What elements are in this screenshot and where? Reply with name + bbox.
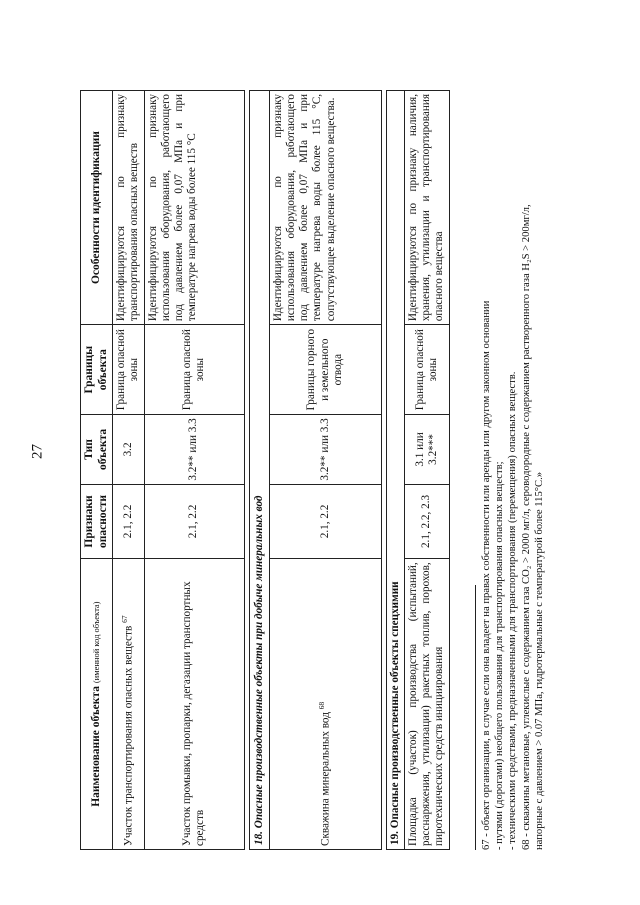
row-signs: 2.1, 2.2	[144, 484, 244, 559]
row-name	[113, 559, 144, 850]
header-type: Тип объекта	[81, 415, 113, 484]
header-signs: Признаки опасности	[81, 484, 113, 559]
footnote-67-item-2: - техническими средствами, предназначенными для транспортирования (перемещения) опасных веществ.	[507, 371, 519, 850]
table-row	[144, 91, 244, 850]
section-title-18: 18. Опасные производственные объекты при добыче минеральных вод	[249, 91, 269, 850]
header-name-label: Наименование объекта	[89, 686, 102, 807]
row-bounds: Граница опасной зоны	[405, 325, 450, 415]
row-signs: 2.1, 2.2, 2.3	[405, 484, 450, 559]
row-bounds: Границы горного и земельного отвода	[269, 325, 381, 415]
row-bounds: Граница опасной зоны	[113, 325, 144, 415]
page-number: 27	[29, 444, 46, 459]
table-header-row	[81, 91, 113, 850]
row-features: Идентифицируются по признаку транспортирования опасных веществ	[113, 91, 144, 325]
row-name: Площадка (участок) производства (испытаний, расснаряжения, утилизации) ракетных топлив, порохов, пиротехнических средств инициирования	[405, 559, 450, 850]
footnote-separator	[475, 585, 476, 850]
row-bounds: Граница опасной зоны	[144, 325, 244, 415]
section-row	[386, 91, 404, 850]
row-signs: 2.1, 2.2	[113, 484, 144, 559]
footnote-68: 68 - скважины метановые, углекислые с содержанием газа CO₂ > 2000 мг/л, сероводородные с содержанием растворенного газа H₂S > 200мг/л,	[520, 204, 532, 850]
rotated-page-content	[80, 50, 585, 850]
table-row	[113, 91, 144, 850]
row-type: 3.1 или 3.2***	[405, 415, 450, 484]
row-type: 3.2** или 3.3	[144, 415, 244, 484]
row-signs: 2.1, 2.2	[269, 484, 381, 559]
row-name: Участок промывки, пропарки, дегазации транспортных средств	[144, 559, 244, 850]
row-features: Идентифицируются по признаку использования оборудования, работающего под давлением более 0,07 МПа и при температуре нагрева воды более 115 °С, сопутствующее выделение опасного вещества.	[269, 91, 381, 325]
section-row	[249, 91, 269, 850]
table-row	[269, 91, 381, 850]
header-name	[81, 559, 113, 850]
footnote-68-cont: напорные с давлением > 0.07 МПа, гидротермальные с температурой более 115°С.»	[533, 471, 545, 850]
header-name-note: (именной код объекта)	[90, 601, 101, 684]
footnote-67: 67 - объект организации, в случае если она владеет на правах собственности или аренды или другом законном основании	[481, 300, 492, 850]
row-type: 3.2** или 3.3	[269, 415, 381, 484]
row-features: Идентифицируются по признаку наличия, хранения, утилизации и транспортирования опасного вещества	[405, 91, 450, 325]
row-name-text: Скважина минеральных вод	[319, 712, 332, 846]
section-title-19: 19. Опасные производственные объекты спецхимии	[386, 91, 404, 850]
identification-table	[80, 90, 450, 850]
header-bounds: Границы объекта	[81, 325, 113, 415]
header-features: Особенности идентификации	[81, 91, 113, 325]
table-row	[405, 91, 450, 850]
row-name	[269, 559, 381, 850]
row-name-text: Участок транспортирования опасных веществ	[122, 625, 135, 846]
footnote-ref: 68	[316, 701, 326, 710]
footnote-67-item-1: - путями (дорогами) необщего пользования для транспортирования опасных веществ;	[494, 461, 506, 850]
row-type: 3.2	[113, 415, 144, 484]
footnotes	[475, 90, 546, 850]
footnote-ref: 67	[119, 615, 129, 623]
row-features: Идентифицируются по признаку использования оборудования, работающего под давлением более 0,07 МПа и при температуре нагрева воды более 115 °С	[144, 91, 244, 325]
